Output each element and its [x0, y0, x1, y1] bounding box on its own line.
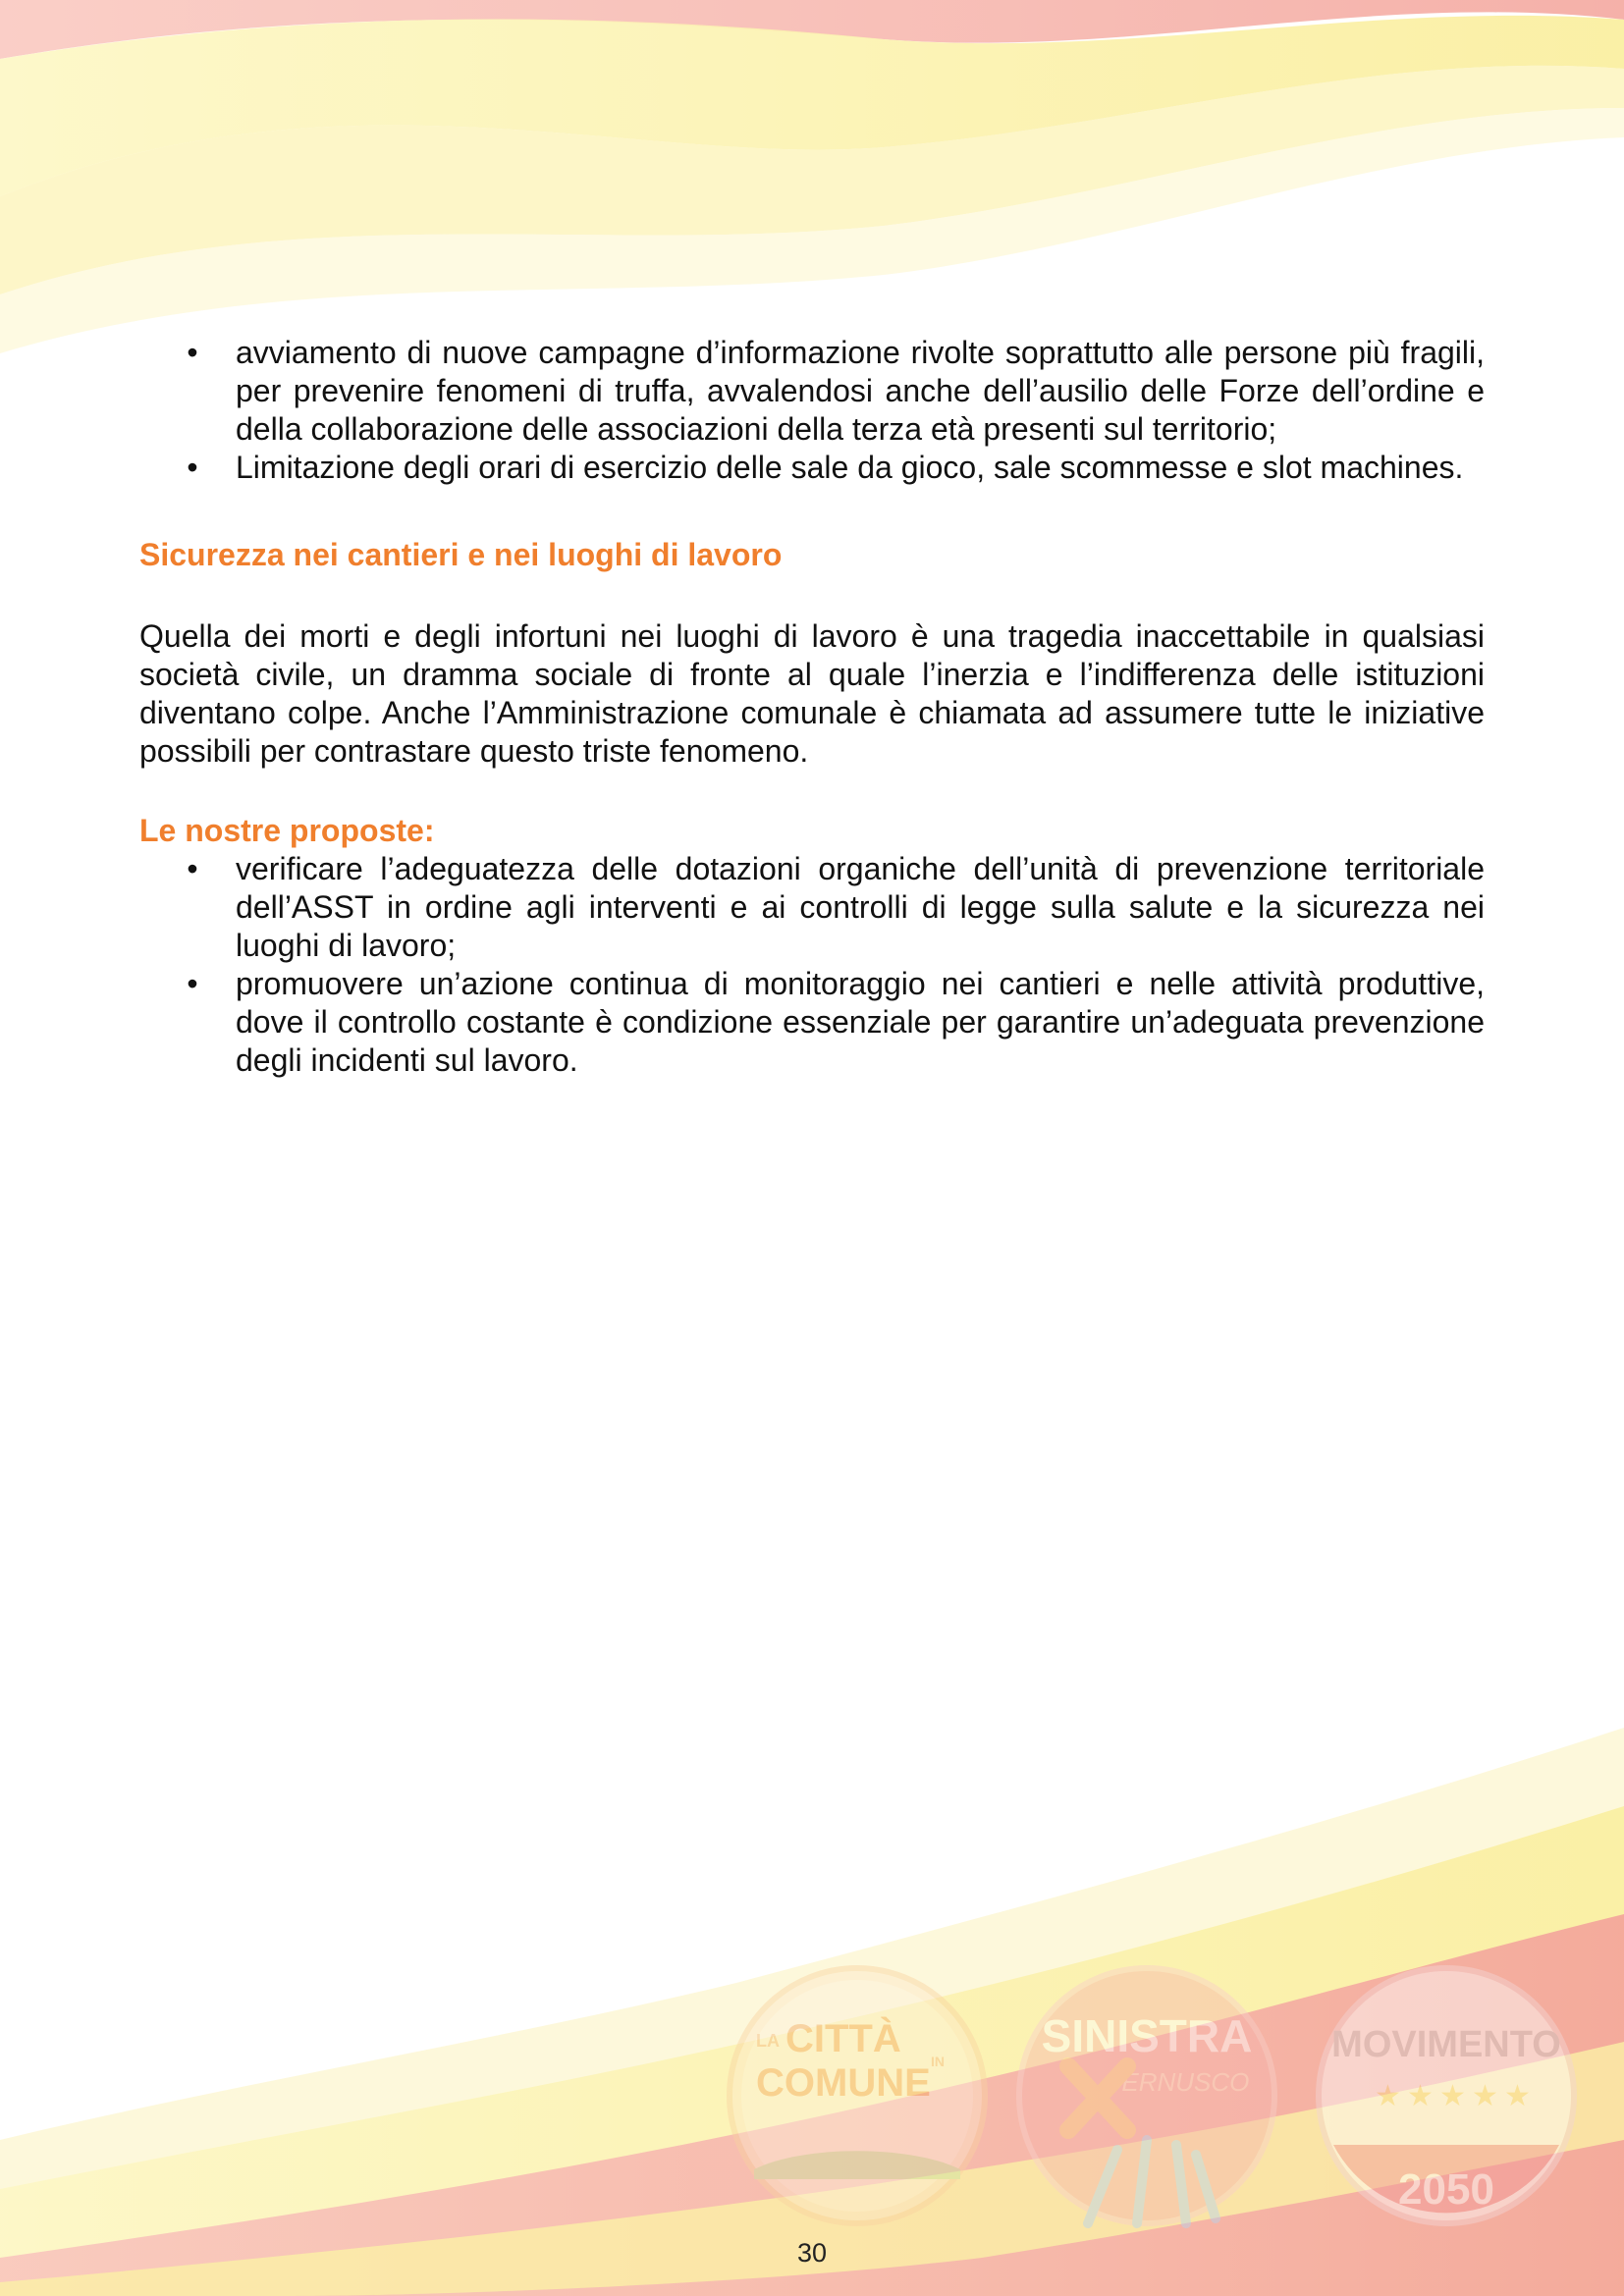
svg-text:★: ★ — [1504, 2080, 1531, 2112]
list-item — [139, 965, 1485, 1080]
bullet-glyph: • — [187, 335, 198, 370]
list-item — [139, 850, 1485, 965]
bullet-glyph: • — [187, 450, 198, 485]
movimento-line1: MOVIMENTO — [1331, 2024, 1561, 2065]
sinistra-line2: CERNUSCO — [1103, 2067, 1250, 2097]
citta-line2: COMUNE — [756, 2061, 931, 2105]
list-item-text: verificare l’adeguatezza delle dotazioni organiche dell’unità di prevenzione territoriale dell’ASST in ordine agli interventi e ai controlli di legge sulla salute e la sicurezza nei luoghi di lavoro; — [236, 851, 1485, 963]
bullet-glyph: • — [187, 966, 198, 1001]
list-item — [139, 334, 1485, 449]
svg-text:★: ★ — [1439, 2080, 1466, 2112]
list-item-text: promuovere un’azione continua di monitoraggio nei cantieri e nelle attività produttive, dove il controllo costante è condizione essenziale per garantire un’adeguata prevenzione degli incidenti sul lavoro. — [236, 966, 1485, 1078]
sinistra-line1: SINISTRA — [1041, 2010, 1253, 2061]
section-heading: Sicurezza nei cantieri e nei luoghi di lavoro — [139, 537, 783, 572]
list-item — [139, 449, 1485, 487]
citta-line1: CITTÀ — [785, 2017, 901, 2060]
citta-small-in: IN — [931, 2054, 945, 2069]
citta-comune-logo — [730, 1968, 985, 2223]
movimento-2050-logo — [1319, 1968, 1574, 2223]
svg-text:★: ★ — [1407, 2080, 1434, 2112]
list-item-text: avviamento di nuove campagne d’informazione rivolte soprattutto alle persone più fragili, per prevenire fenomeni di truffa, avvalendosi anche dell’ausilio delle Forze dell’ordine e della collaborazione delle associazioni della terza età presenti sul territorio; — [236, 335, 1485, 447]
sinistra-cernusco-logo — [1019, 1968, 1274, 2223]
movimento-line2: 2050 — [1398, 2165, 1494, 2214]
proposals-list — [139, 850, 1485, 1080]
page-content — [139, 334, 1485, 1080]
party-logos — [715, 1958, 1598, 2243]
top-bullet-list — [139, 334, 1485, 487]
bullet-glyph: • — [187, 851, 198, 886]
list-item-text: Limitazione degli orari di esercizio delle sale da gioco, sale scommesse e slot machines. — [236, 450, 1464, 485]
svg-text:★: ★ — [1375, 2080, 1401, 2112]
svg-text:★: ★ — [1472, 2080, 1498, 2112]
proposals-heading: Le nostre proposte: — [139, 813, 435, 848]
section-paragraph: Quella dei morti e degli infortuni nei luoghi di lavoro è una tragedia inaccettabile in qualsiasi società civile, un dramma sociale di fronte al quale l’inerzia e l’indifferenza delle istituzioni diventano colpe. Anche l’Amministrazione comunale è chiamata ad assumere tutte le iniziative possibili per contrastare questo triste fenomeno. — [139, 618, 1485, 769]
citta-small-top: LA — [756, 2031, 780, 2051]
page-number: 30 — [796, 2238, 828, 2268]
